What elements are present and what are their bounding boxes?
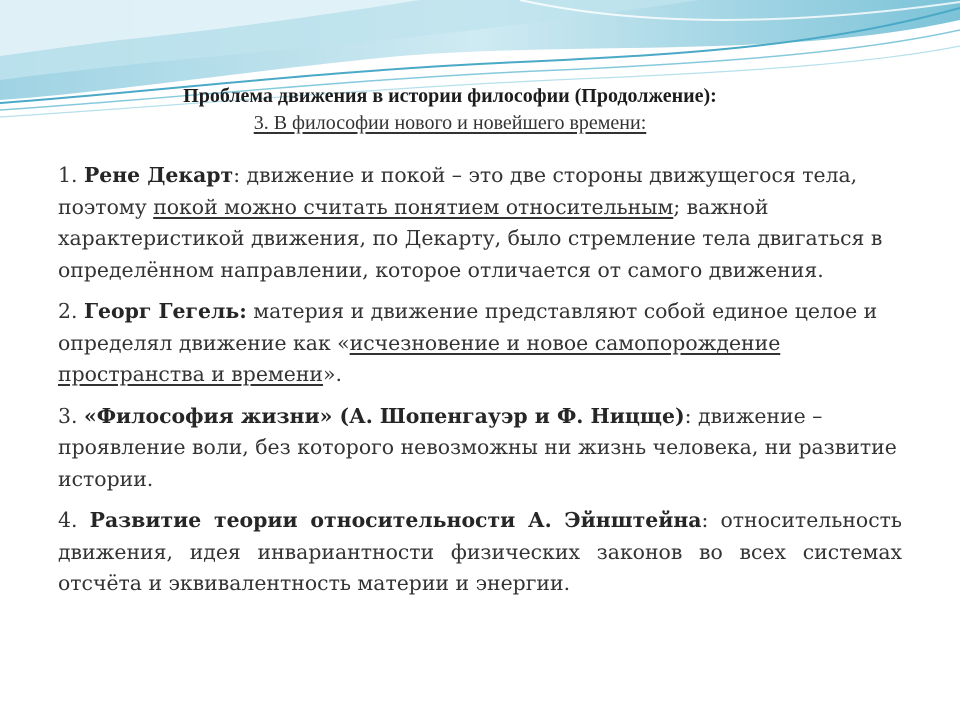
slide-subtitle: 3. В философии нового и новейшего времени: [253, 112, 647, 134]
list-item-einstein [58, 505, 902, 600]
item-number: 1. [58, 163, 78, 187]
item-underlined-text: исчезновение и новое самопорождение пространства и времени [58, 330, 781, 386]
item-text: материя и движение представляют собой единое целое и определял движение как « [58, 299, 878, 355]
slide-header [0, 82, 960, 136]
item-underlined-text: покой можно считать понятием относительным [153, 194, 674, 219]
item-name: Рене Декарт [83, 163, 234, 187]
item-text-continued: ; важной характеристикой движения, по Декарту, было стремление тела двигаться в определённом направлении, которое отличается от самого движения. [58, 194, 883, 282]
list-item-hegel [58, 296, 902, 391]
item-number: 2. [58, 299, 78, 323]
item-name: Георг Гегель: [83, 299, 247, 323]
item-separator: : [233, 163, 241, 187]
list-item-philosophy-of-life [58, 401, 902, 496]
item-number: 4. [58, 508, 78, 532]
item-text-continued: ». [323, 362, 342, 386]
item-name: Развитие теории относительности А. Эйнштейна [89, 508, 702, 532]
item-name: «Философия жизни» (А. Шопенгауэр и Ф. Ницще) [83, 403, 685, 428]
item-text: : движение – проявление воли, без которого невозможны ни жизнь человека, ни развитие истории. [58, 403, 897, 491]
item-text: движение и покой – это две стороны движущегося тела, поэтому [58, 163, 858, 219]
item-number: 3. [58, 403, 78, 428]
item-text: : относительность движения, идея инвариантности физических законов во всех системах отсчёта и эквивалентность материи и энергии. [58, 508, 902, 595]
list-item-descartes [58, 160, 902, 286]
slide-title: Проблема движения в истории философии (Продолжение): [183, 85, 717, 107]
slide-body [58, 160, 902, 610]
